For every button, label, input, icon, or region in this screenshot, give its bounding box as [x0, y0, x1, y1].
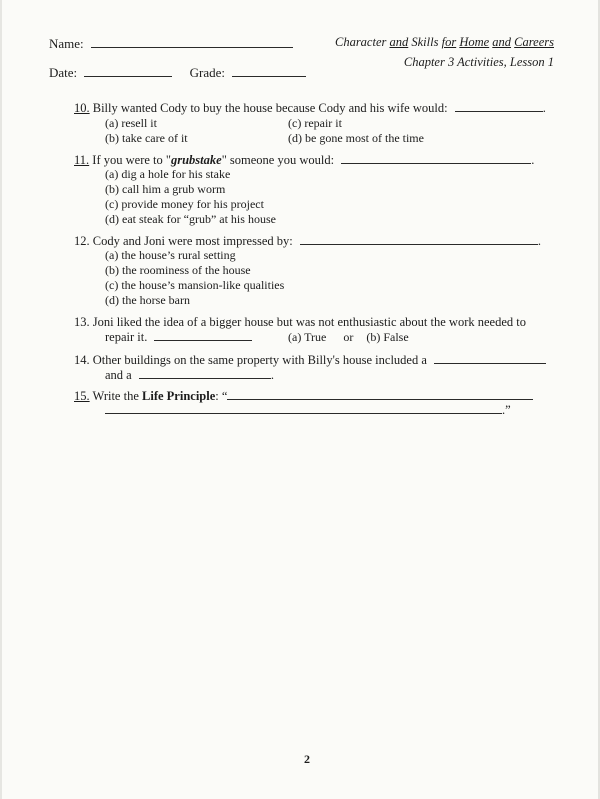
question-11-option-c: (c) provide money for his project [105, 197, 264, 211]
question-14-answer-field-2[interactable] [139, 368, 271, 379]
question-14-answer-field-1[interactable] [434, 353, 546, 364]
question-15-answer-field-1[interactable] [227, 389, 533, 400]
question-10-number: 10. [74, 101, 90, 115]
name-label: Name: [49, 36, 84, 51]
question-10-option-b: (b) take care of it [105, 131, 188, 145]
question-15-open-quote: : “ [215, 389, 228, 403]
question-14-text: 14. Other buildings on the same property with Billy's house included a [74, 353, 427, 367]
question-15-text: Write the [92, 389, 139, 403]
grade-field[interactable] [232, 66, 306, 77]
question-13-line2 [105, 330, 252, 345]
question-12-option-c: (c) the house’s mansion-like qualities [105, 278, 285, 292]
question-12-answer-field[interactable] [300, 234, 538, 245]
question-10 [74, 101, 546, 116]
question-15-line2 [105, 403, 511, 418]
question-11-option-a: (a) dig a hole for his stake [105, 167, 231, 181]
question-12-option-b: (b) the roominess of the house [105, 263, 251, 277]
question-15-close-quote: .” [502, 403, 511, 417]
question-13: 13. Joni liked the idea of a bigger house but was not enthusiastic about the work needed to [74, 315, 526, 329]
question-12-end: . [537, 234, 541, 248]
question-11-option-d: (d) eat steak for “grub” at his house [105, 212, 276, 226]
chapter-subtitle: Chapter 3 Activities, Lesson 1 [403, 55, 554, 69]
question-14-end: . [270, 368, 274, 382]
question-14-line2 [105, 368, 274, 383]
question-14 [74, 353, 546, 368]
question-12-option-a: (a) the house’s rural setting [105, 248, 236, 262]
question-11-term: grubstake [170, 153, 222, 167]
course-title [335, 35, 554, 50]
page-number: 2 [304, 752, 310, 766]
question-15-bold-term: Life Principle [142, 389, 216, 403]
title-word-careers: Careers [514, 35, 554, 49]
question-10-option-d: (d) be gone most of the time [288, 131, 424, 145]
grade-label: Grade: [189, 65, 226, 80]
question-13-choices [288, 330, 409, 345]
question-10-option-a: (a) resell it [105, 116, 157, 130]
question-10-answer-field[interactable] [455, 101, 543, 112]
title-word-skills: Skills [411, 35, 439, 49]
question-10-end: . [542, 101, 546, 115]
question-11-answer-field[interactable] [341, 153, 531, 164]
question-13-choice-false: (b) False [366, 330, 409, 344]
question-13-choice-true: (a) True [288, 330, 327, 344]
question-10-option-c: (c) repair it [288, 116, 342, 130]
date-grade-row [49, 65, 306, 81]
question-11 [74, 153, 534, 168]
date-field[interactable] [84, 66, 172, 77]
title-word-character: Character [334, 35, 387, 49]
question-12 [74, 234, 541, 249]
question-14-line2-text: and a [105, 368, 132, 382]
question-11-text-before: If you were to " [92, 153, 171, 167]
question-13-answer-field[interactable] [154, 330, 252, 341]
title-word-home: Home [459, 35, 490, 49]
question-11-number: 11. [74, 153, 90, 167]
title-word-and-2: and [492, 35, 512, 49]
question-11-text-after: " someone you would: [221, 153, 335, 167]
question-15-number: 15. [74, 389, 90, 403]
question-12-option-d: (d) the horse barn [105, 293, 190, 307]
question-10-text: Billy wanted Cody to buy the house because Cody and his wife would: [92, 101, 448, 115]
question-11-end: . [531, 153, 535, 167]
date-label: Date: [49, 65, 78, 80]
question-11-option-b: (b) call him a grub worm [105, 182, 226, 196]
title-word-for: for [441, 35, 457, 49]
title-word-and-1: and [389, 35, 409, 49]
name-field[interactable] [91, 37, 293, 48]
question-15-answer-field-2[interactable] [105, 403, 502, 414]
question-13-or: or [343, 330, 354, 344]
question-12-text: 12. Cody and Joni were most impressed by: [74, 234, 293, 248]
question-15 [74, 389, 533, 404]
question-13-line2-text: repair it. [105, 330, 148, 344]
name-row [49, 36, 293, 52]
